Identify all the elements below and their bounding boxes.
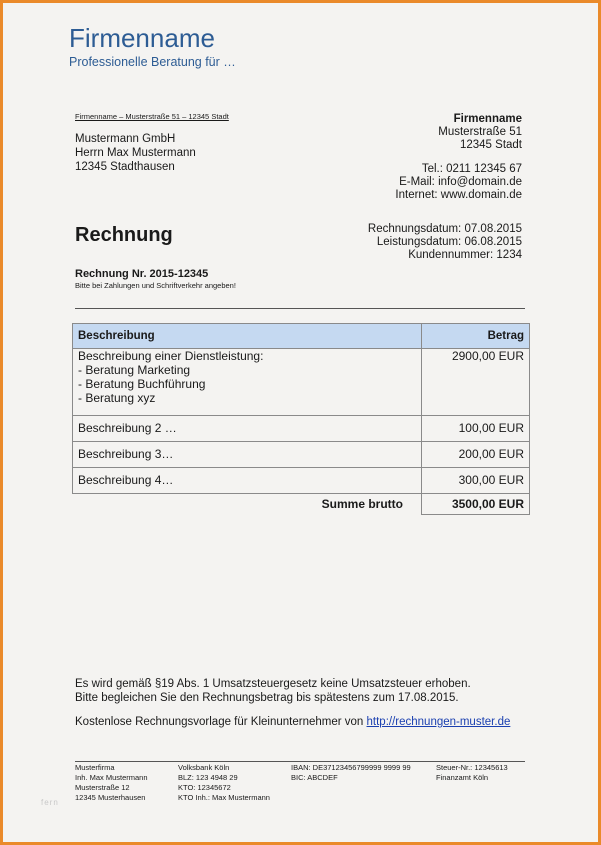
company-address-block xyxy=(438,113,522,152)
invoice-dates-block xyxy=(368,223,522,262)
recipient-line: Mustermann GmbH xyxy=(75,133,176,145)
footer-bank xyxy=(178,763,270,803)
company-block-name: Firmenname xyxy=(453,113,522,125)
footer-line: Finanzamt Köln xyxy=(436,773,489,782)
contact-website: Internet: www.domain.de xyxy=(395,189,522,201)
footer-line: Musterstraße 12 xyxy=(75,783,130,792)
item-description: Beschreibung 3… xyxy=(73,442,422,468)
sum-row xyxy=(73,494,530,515)
footer-line: 12345 Musterhausen xyxy=(75,793,146,802)
company-block-city: 12345 Stadt xyxy=(459,139,522,151)
footer-line: Volksbank Köln xyxy=(178,763,230,772)
column-header-description: Beschreibung xyxy=(73,324,422,349)
sum-label: Summe brutto xyxy=(321,497,403,511)
invoice-number-hint: Bitte bei Zahlungen und Schriftverkehr angeben! xyxy=(75,281,236,290)
footer-line: KTO: 12345672 xyxy=(178,783,231,792)
item-line: Beschreibung einer Dienstleistung: xyxy=(78,349,264,363)
table-row xyxy=(73,468,530,494)
table-header-row xyxy=(73,324,530,349)
item-amount: 100,00 EUR xyxy=(422,416,530,442)
recipient-line: 12345 Stadthausen xyxy=(75,161,175,173)
column-header-amount: Betrag xyxy=(422,324,530,349)
sender-address-line: Firmenname – Musterstraße 51 – 12345 Stadt xyxy=(75,112,229,121)
template-note-text: Kostenlose Rechnungsvorlage für Kleinunternehmer von xyxy=(75,716,367,728)
footer-tax xyxy=(436,763,508,783)
invoice-date: Rechnungsdatum: 07.08.2015 xyxy=(367,223,522,235)
item-line: - Beratung Buchführung xyxy=(78,377,206,391)
footer-line: IBAN: DE37123456799999 9999 99 xyxy=(291,763,411,772)
footer-company xyxy=(75,763,148,803)
template-link[interactable]: http://rechnungen-muster.de xyxy=(366,716,511,728)
template-note xyxy=(75,716,510,728)
footer-line: KTO Inh.: Max Mustermann xyxy=(178,793,270,802)
recipient-line: Herrn Max Mustermann xyxy=(75,147,196,159)
company-tagline: Professionelle Beratung für … xyxy=(69,55,236,69)
invoice-number: Rechnung Nr. 2015-12345 xyxy=(75,268,209,280)
watermark: fern xyxy=(41,798,59,807)
recipient-address xyxy=(75,132,196,174)
table-row xyxy=(73,349,530,416)
service-date: Leistungsdatum: 06.08.2015 xyxy=(376,236,522,248)
table-row xyxy=(73,416,530,442)
item-description xyxy=(73,349,422,416)
tax-note: Es wird gemäß §19 Abs. 1 Umsatzsteuergesetz keine Umsatzsteuer erhoben. xyxy=(75,678,471,690)
footer-divider xyxy=(75,761,525,762)
footer-line: BLZ: 123 4948 29 xyxy=(178,773,238,782)
item-line: - Beratung xyz xyxy=(78,391,156,405)
payment-note: Bitte begleichen Sie den Rechnungsbetrag bis spätestens zum 17.08.2015. xyxy=(75,692,459,704)
item-amount: 300,00 EUR xyxy=(422,468,530,494)
contact-block xyxy=(395,163,522,202)
contact-phone: Tel.: 0211 12345 67 xyxy=(421,163,522,175)
item-description: Beschreibung 4… xyxy=(73,468,422,494)
table-row xyxy=(73,442,530,468)
item-description: Beschreibung 2 … xyxy=(73,416,422,442)
footer-line: Musterfirma xyxy=(75,763,115,772)
document-title: Rechnung xyxy=(75,224,173,246)
customer-number: Kundennummer: 1234 xyxy=(408,249,522,261)
footer-line: Steuer-Nr.: 12345613 xyxy=(436,763,508,772)
footer-line: Inh. Max Mustermann xyxy=(75,773,148,782)
company-block-street: Musterstraße 51 xyxy=(438,126,522,138)
invoice-items-table xyxy=(72,323,530,515)
footer-line: BIC: ABCDEF xyxy=(291,773,338,782)
company-name: Firmenname xyxy=(69,23,215,53)
item-amount: 2900,00 EUR xyxy=(422,349,530,416)
item-line: - Beratung Marketing xyxy=(78,363,191,377)
contact-email: E-Mail: info@domain.de xyxy=(399,176,522,188)
footer-iban xyxy=(291,763,411,783)
item-amount: 200,00 EUR xyxy=(422,442,530,468)
sum-value: 3500,00 EUR xyxy=(422,494,530,515)
divider xyxy=(75,308,525,309)
